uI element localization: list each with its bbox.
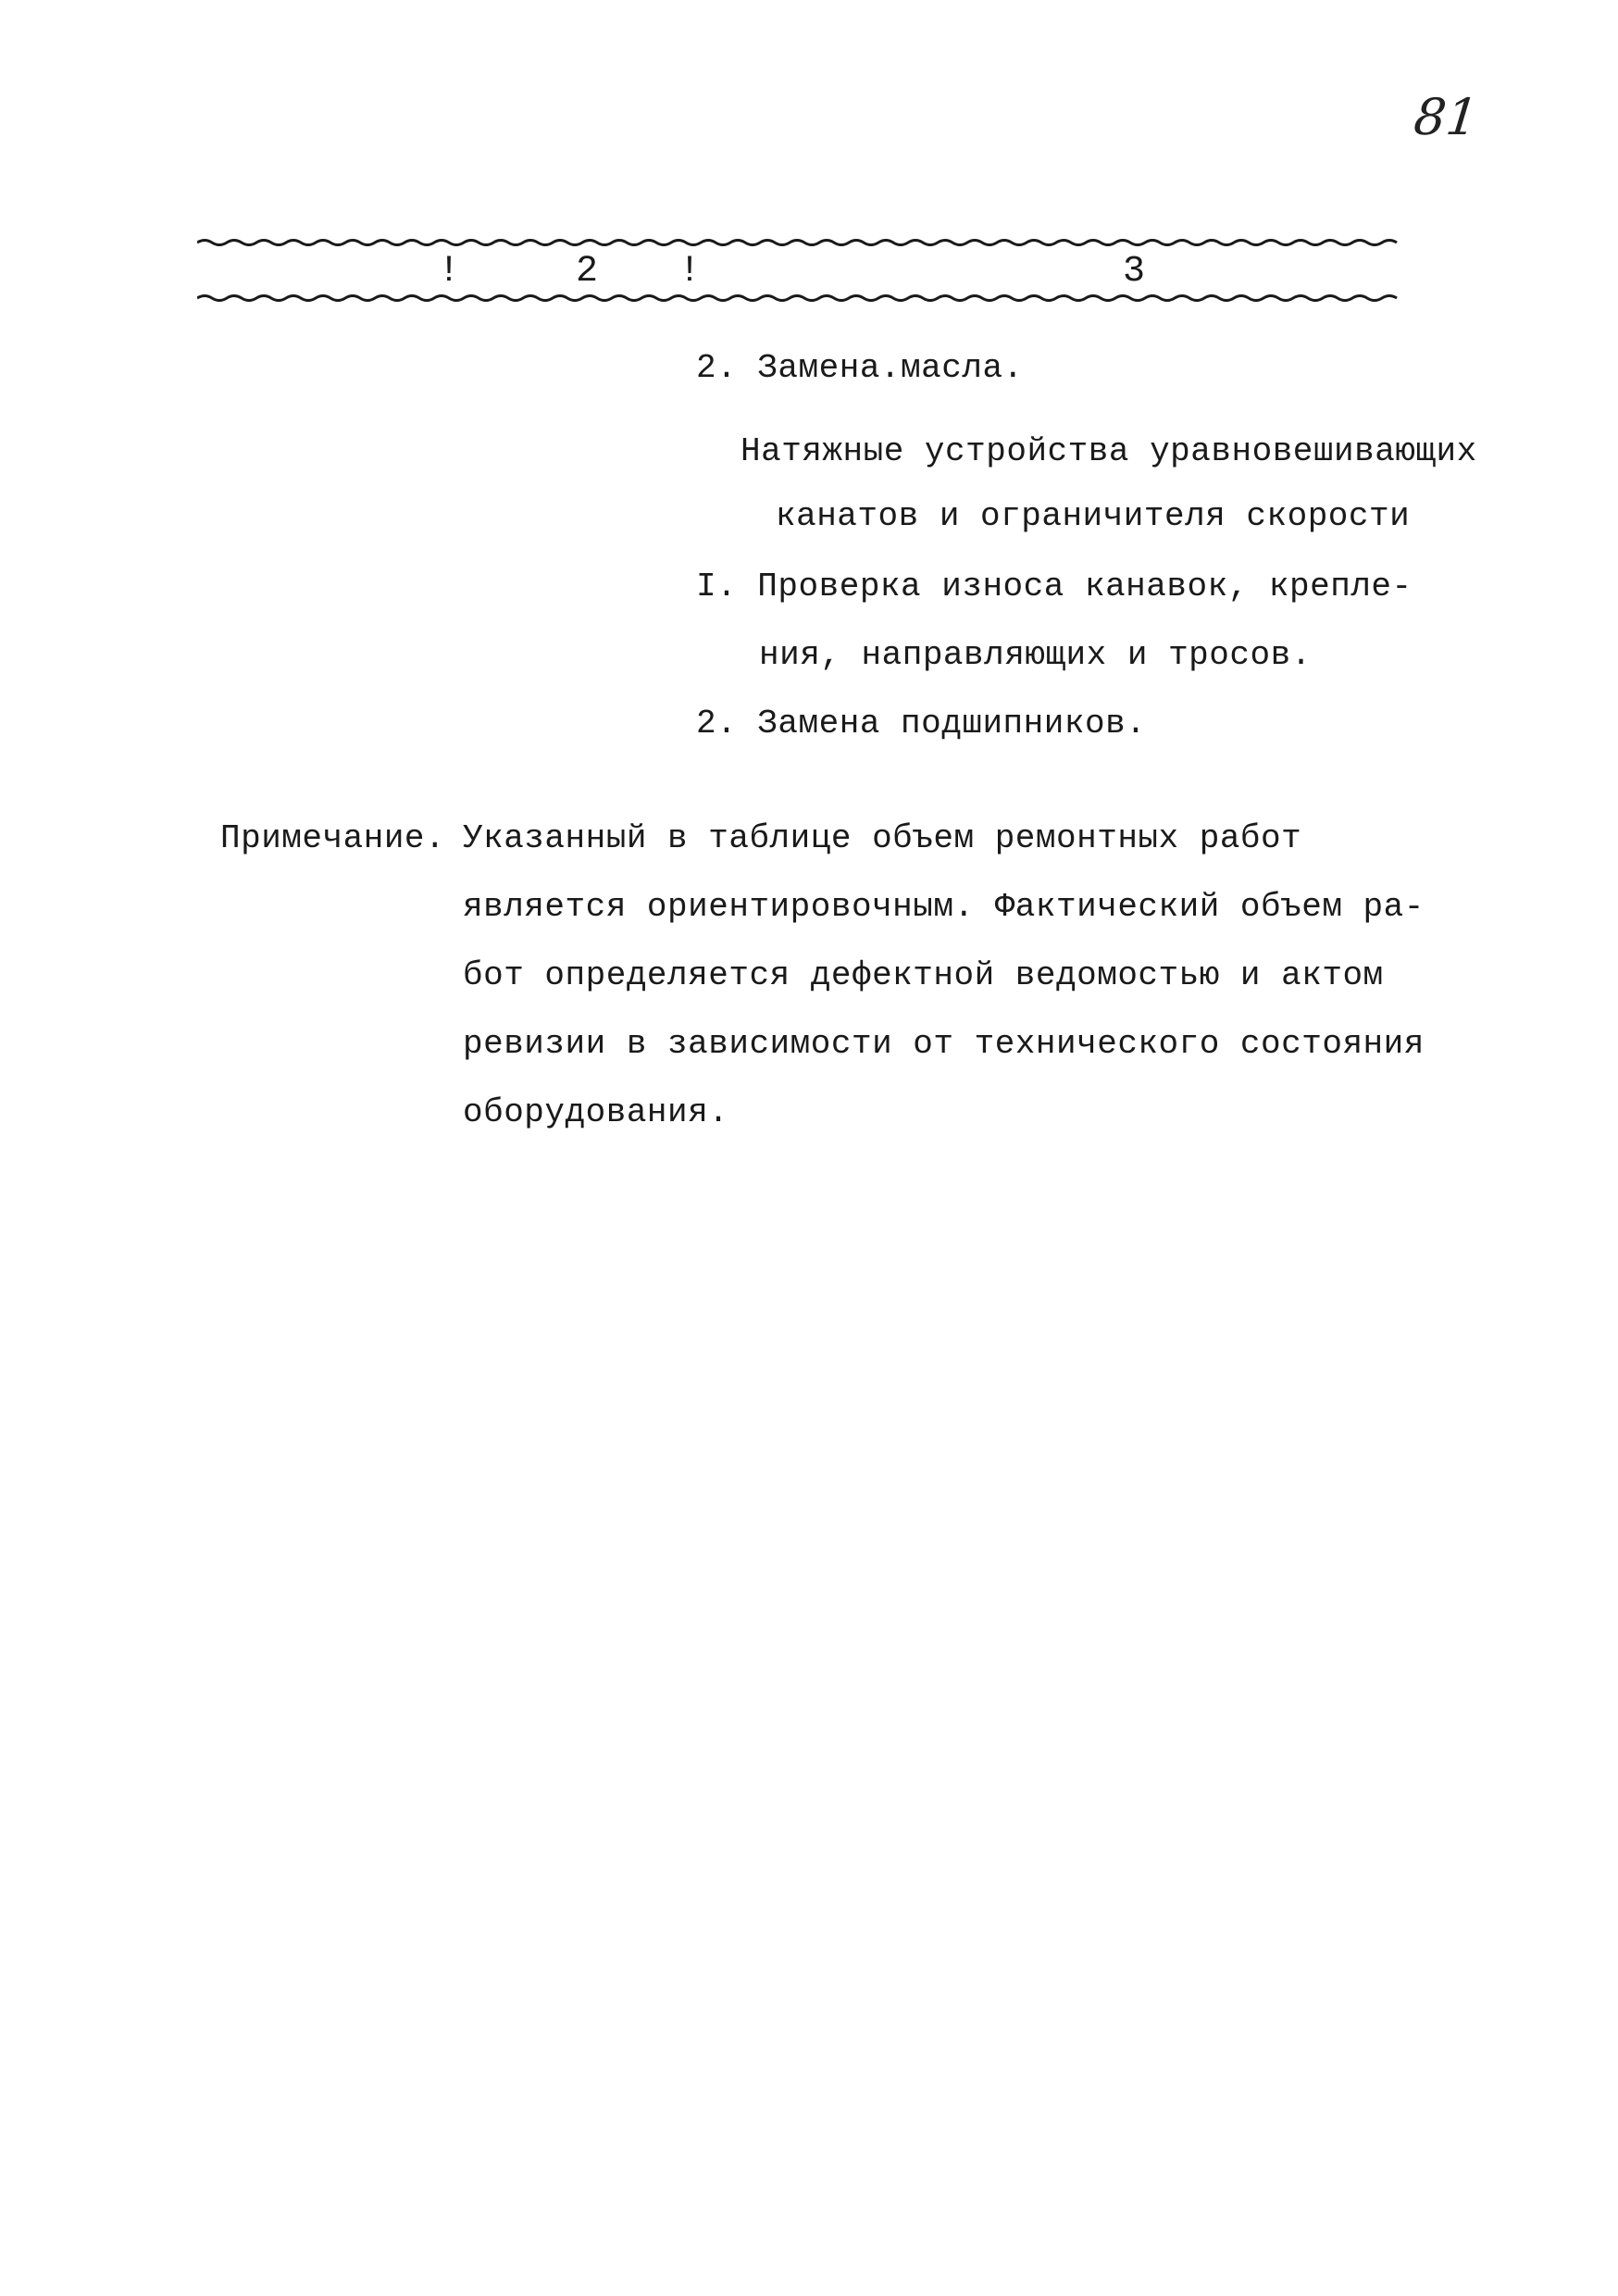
note-label: Примечание. <box>220 819 446 857</box>
section-heading: Натяжные устройства уравновешивающих <box>741 432 1477 470</box>
note-line: бот определяется дефектной ведомостью и актом <box>463 956 1384 994</box>
note-line: оборудования. <box>463 1093 729 1131</box>
column-number-2: 2 <box>576 251 599 293</box>
section-heading: канатов и ограничителя скорости <box>776 497 1411 535</box>
column-separator: ! <box>438 251 461 293</box>
note-line: является ориентировочным. Фактический объем ра- <box>463 888 1425 926</box>
list-item: 2. Замена подшипников. <box>696 705 1147 742</box>
note-line: Указанный в таблице объем ремонтных работ <box>463 819 1302 857</box>
page-number: 81 <box>1411 88 1482 146</box>
header-rule-top <box>197 237 1407 248</box>
list-item-continuation: ния, направляющих и тросов. <box>759 636 1312 674</box>
note-line: ревизии в зависимости от технического состояния <box>463 1025 1425 1063</box>
list-item: I. Проверка износа канавок, крепле- <box>696 568 1413 605</box>
header-rule-bottom <box>197 293 1407 304</box>
column-separator: ! <box>678 251 702 293</box>
list-item: 2. Замена.масла. <box>696 349 1024 387</box>
column-number-3: 3 <box>1123 251 1146 293</box>
